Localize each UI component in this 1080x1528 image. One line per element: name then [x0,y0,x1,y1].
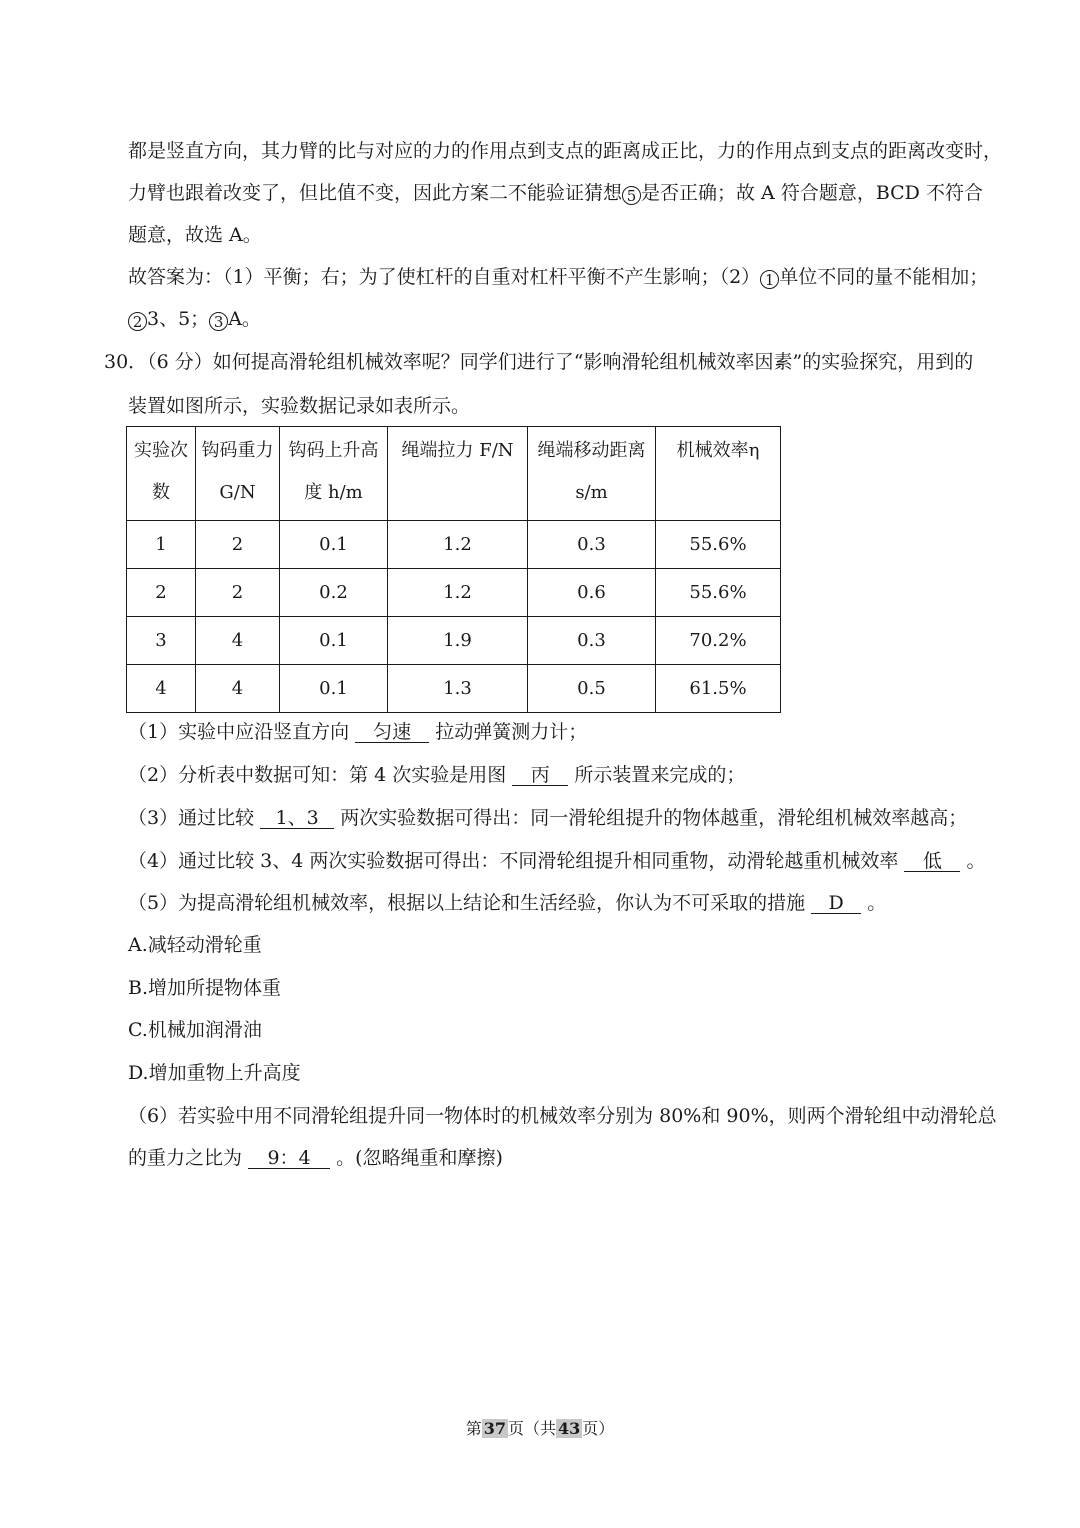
text: 3、5； [147,308,210,330]
experiment-table [126,426,781,713]
paragraph-line: 都是竖直方向，其力臂的比与对应的力的作用点到支点的距离成正比，力的作用点到支点的距离改变时， [128,140,1003,162]
sub-question-2: （2）分析表中数据可知：第 4 次实验是用图 丙 所示装置来完成的； [128,764,746,786]
table-cell: 1.2 [388,569,528,617]
table-cell: 2 [196,569,280,617]
circled-number: 1 [760,270,779,289]
answer-line [128,265,988,289]
answer-blank: 9：4 [248,1148,330,1169]
table-cell: 0.1 [280,617,388,665]
table-row [127,521,781,569]
paragraph-line [128,181,983,205]
answer-blank: 低 [904,851,960,872]
table-header-cell: 钩码重力 G/N [196,427,280,521]
table-row [127,569,781,617]
text: A。 [228,308,261,330]
circled-number: 3 [209,312,228,331]
text: 故答案为：（1）平衡；右；为了使杠杆的自重对杠杆平衡不产生影响；（2） [128,266,761,288]
option-d: D.增加重物上升高度 [128,1062,301,1084]
table-cell: 3 [127,617,196,665]
table-cell: 0.2 [280,569,388,617]
table-header-cell: 实验次 数 [127,427,196,521]
question-30-stem: 30．（6 分）如何提高滑轮组机械效率呢？同学们进行了“影响滑轮组机械效率因素”的实验探究，用到的 [104,351,974,373]
table-cell: 61.5% [656,665,781,713]
table-row [127,665,781,713]
table-header-cell: 绳端拉力 F/N [388,427,528,521]
option-c: C.机械加润滑油 [128,1019,262,1041]
table-cell: 0.6 [528,569,656,617]
sub-question-6: 的重力之比为 9：4 。(忽略绳重和摩擦) [128,1147,503,1169]
answer-blank: D [811,893,861,914]
table-cell: 4 [127,665,196,713]
page-number: 37 [483,1419,506,1438]
paragraph-line: 题意，故选 A。 [128,224,262,246]
sub-question-4: （4）通过比较 3、4 两次实验数据可得出：不同滑轮组提升相同重物，动滑轮越重机械效率 低 。 [128,850,986,872]
page-footer: 第 37 页（共 43 页） [465,1419,615,1438]
table-cell: 1.9 [388,617,528,665]
sub-question-3: （3）通过比较 1、3 两次实验数据可得出：同一滑轮组提升的物体越重，滑轮组机械效率越高； [128,807,968,829]
sub-question-5: （5）为提高滑轮组机械效率，根据以上结论和生活经验，你认为不可采取的措施 D 。 [128,892,887,914]
table-cell: 2 [196,521,280,569]
table-cell: 0.1 [280,521,388,569]
table-header-cell: 钩码上升高 度 h/m [280,427,388,521]
table-cell: 0.3 [528,617,656,665]
table-cell: 55.6% [656,521,781,569]
table-cell: 0.3 [528,521,656,569]
question-30-stem: 装置如图所示，实验数据记录如表所示。 [128,395,471,417]
table-cell: 4 [196,665,280,713]
answer-blank: 1、3 [260,808,334,829]
circled-number: 5 [622,186,641,205]
table-cell: 70.2% [656,617,781,665]
text: 是否正确；故 A 符合题意，BCD 不符合 [641,182,983,204]
table-cell: 55.6% [656,569,781,617]
table-header-cell: 机械效率η [656,427,781,521]
table-header-cell: 绳端移动距离 s/m [528,427,656,521]
table-cell: 1.2 [388,521,528,569]
answer-blank: 丙 [512,765,568,786]
table-cell: 4 [196,617,280,665]
total-pages: 43 [558,1419,581,1438]
answer-blank: 匀速 [355,722,429,743]
answer-line [128,307,261,331]
sub-question-1: （1）实验中应沿竖直方向 匀速 拉动弹簧测力计； [128,721,588,743]
option-b: B.增加所提物体重 [128,977,282,999]
table-header-row [127,427,781,521]
table-cell: 2 [127,569,196,617]
table-cell: 1 [127,521,196,569]
table-cell: 0.1 [280,665,388,713]
sub-question-6: （6）若实验中用不同滑轮组提升同一物体时的机械效率分别为 80%和 90%，则两个滑轮组中动滑轮总 [128,1105,997,1127]
text: 力臂也跟着改变了，但比值不变，因此方案二不能验证猜想 [128,182,623,204]
table-row [127,617,781,665]
circled-number: 2 [128,312,147,331]
table-cell: 0.5 [528,665,656,713]
text: 单位不同的量不能相加； [779,266,989,288]
table-cell: 1.3 [388,665,528,713]
option-a: A.减轻动滑轮重 [128,934,262,956]
